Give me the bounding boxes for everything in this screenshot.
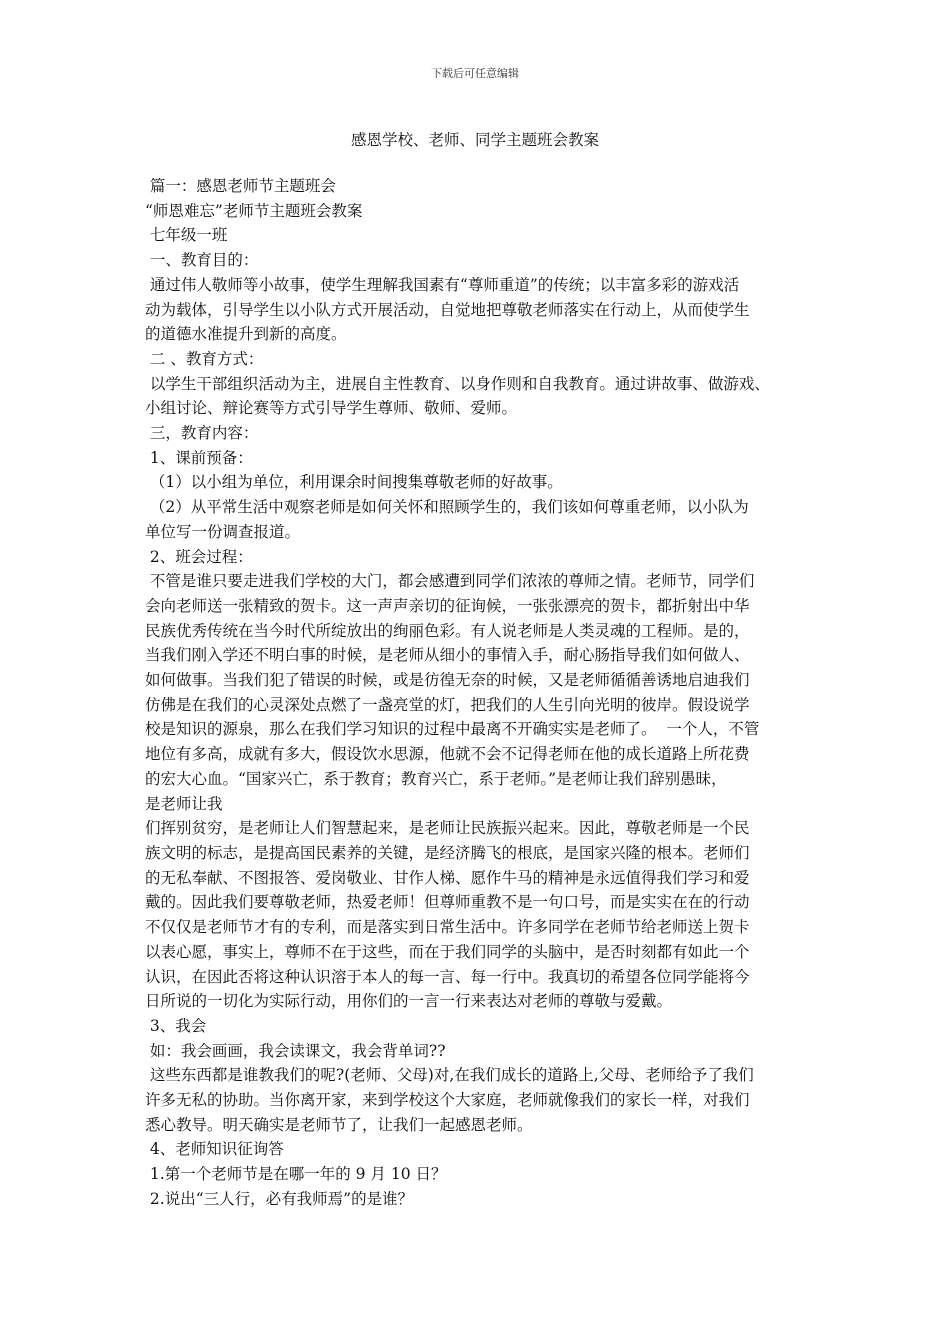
text-line: （2）从平常生活中观察老师是如何关怀和照顾学生的，我们该如何尊重老师，以小队为 [145, 498, 749, 517]
text-line: 当我们刚入学还不明白事的时候，是老师从细小的事情入手，耐心肠指导我们如何做人、 [145, 646, 750, 665]
text-line: （1）以小组为单位，利用课余时间搜集尊敬老师的好故事。 [145, 473, 563, 492]
page-header: 下载后可任意编辑 [431, 67, 519, 80]
text-line: 会向老师送一张精致的贺卡。这一声声亲切的征询候，一张张漂亮的贺卡，都折射出中华 [145, 596, 750, 615]
text-line: 不仅仅是老师节才有的专利，而是落实到日常生活中。许多同学在老师节给老师送上贺卡 [145, 918, 750, 937]
text-line: 这些东西都是谁教我们的呢?(老师、父母)对,在我们成长的道路上,父母、老师给予了我们 [145, 1066, 754, 1085]
text-line: 动为载体，引导学生以小队方式开展活动，自觉地把尊敬老师落实在行动上，从而使学生 [145, 300, 750, 319]
text-line: 日所说的一切化为实际行动，用你们的一言一行来表达对老师的尊敬与爱戴。 [145, 992, 673, 1011]
text-line: 七年级一班 [145, 226, 228, 245]
text-line: 校是知识的源泉，那么在我们学习知识的过程中最离不开确实实是老师了。 一个人，不管 [145, 720, 760, 739]
text-line: 1.第一个老师节是在哪一年的 9 月 10 日？ [145, 1165, 447, 1184]
text-line: 仿佛是在我们的心灵深处点燃了一盏亮堂的灯，把我们的人生引向光明的彼岸。假设说学 [145, 695, 750, 714]
text-line: 是老师让我 [145, 794, 223, 813]
text-line: 们挥别贫穷，是老师让人们智慧起来，是老师让民族振兴起来。因此，尊敬老师是一个民 [145, 819, 750, 838]
text-line: 2.说出“三人行，必有我师焉”的是谁？ [145, 1189, 414, 1208]
text-line: 如何做事。当我们犯了错误的时候，或是彷徨无奈的时候，又是老师循循善诱地启迪我们 [145, 671, 750, 690]
text-line: 的道德水准提升到新的高度。 [145, 325, 347, 344]
text-line: 3、我会 [145, 1016, 207, 1035]
document-title: 感恩学校、老师、同学主题班会教案 [350, 131, 599, 149]
text-line: 戴的。因此我们要尊敬老师，热爱老师！但尊师重教不是一句口号，而是实实在在的行动 [145, 893, 750, 912]
text-line: “师恩难忘”老师节主题班会教案 [145, 201, 363, 220]
text-line: 通过伟人敬师等小故事，使学生理解我国素有“尊师重道”的传统；以丰富多彩的游戏活 [145, 275, 740, 294]
text-line: 如：我会画画，我会读课文，我会背单词?? [145, 1041, 446, 1060]
text-line: 悉心教导。明天确实是老师节了，让我们一起感恩老师。 [145, 1115, 533, 1134]
text-line: 族文明的标志，是提高国民素养的关键，是经济腾飞的根底，是国家兴隆的根本。老师们 [145, 843, 750, 862]
text-line: 民族优秀传统在当今时代所绽放出的绚丽色彩。有人说老师是人类灵魂的工程师。是的， [145, 621, 750, 640]
text-line: 2、班会过程： [145, 547, 253, 566]
text-line: 二 、教育方式： [145, 349, 264, 368]
text-line: 篇一：感恩老师节主题班会 [145, 177, 336, 195]
text-line: 以表心愿，事实上，尊师不在于这些，而在于我们同学的头脑中，是否时刻都有如此一个 [145, 942, 750, 961]
text-line: 三，教育内容： [145, 424, 259, 443]
text-line: 不管是谁只要走进我们学校的大门，都会感遭到同学们浓浓的尊师之情。老师节，同学们 [145, 572, 755, 591]
text-line: 许多无私的协助。当你离开家，来到学校这个大家庭，老师就像我们的家长一样，对我们 [145, 1091, 750, 1110]
text-line: 小组讨论、辩论赛等方式引导学生尊师、敬师、爱师。 [145, 399, 518, 418]
text-line: 一、教育目的： [145, 251, 259, 270]
text-line: 的无私奉献、不图报答、爱岗敬业、甘作人梯、愿作牛马的精神是永远值得我们学习和爱 [145, 868, 750, 887]
text-line: 4、老师知识征询答 [145, 1140, 284, 1159]
text-line: 以学生干部组织活动为主，进展自主性教育、以身作则和自我教育。通过讲故事、做游戏、 [145, 374, 770, 393]
text-line: 地位有多高，成就有多大，假设饮水思源，他就不会不记得老师在他的成长道路上所花费 [145, 745, 750, 764]
text-line: 1、课前预备： [145, 448, 253, 467]
text-line: 的宏大心血。“国家兴亡，系于教育；教育兴亡，系于老师。”是老师让我们辞别愚昧， [145, 769, 727, 788]
text-line: 单位写一份调查报道。 [145, 522, 301, 541]
document-body [145, 174, 815, 1212]
text-line: 认识，在因此否将这种认识溶于本人的每一言、每一行中。我真切的希望各位同学能将今 [145, 967, 750, 986]
